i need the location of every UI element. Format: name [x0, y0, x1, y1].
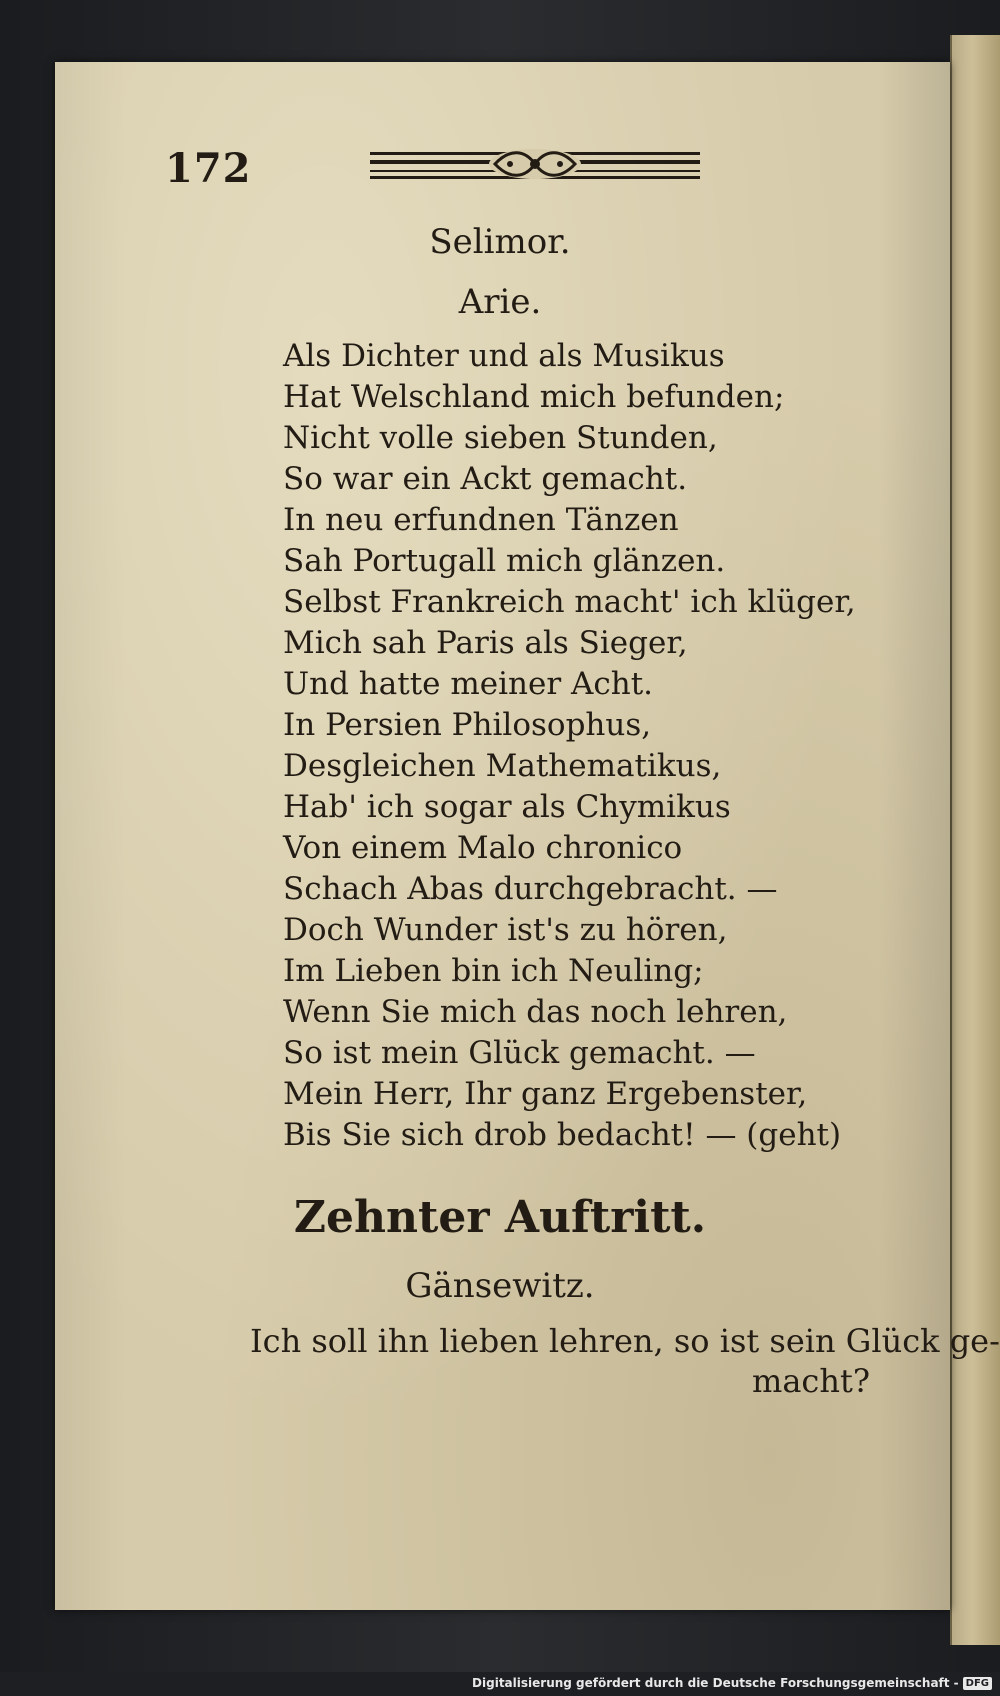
verse-line: Nicht volle sieben Stunden,: [283, 420, 718, 456]
verse-line: Desgleichen Mathematikus,: [283, 748, 722, 784]
verse-line: Hat Welschland mich befunden;: [283, 379, 785, 415]
scene-heading: Zehnter Auftritt.: [293, 1192, 707, 1243]
decorative-rule-ornament: [370, 146, 700, 182]
verse-line: Und hatte meiner Acht.: [283, 666, 654, 702]
aria-subtitle: Arie.: [458, 282, 542, 322]
prose-line: Ich soll ihn lieben lehren, so ist sein Glück ge-: [250, 1322, 1000, 1360]
verse-line: Mein Herr, Ihr ganz Ergebenster,: [283, 1076, 808, 1112]
verse-line: So war ein Ackt gemacht.: [283, 461, 688, 497]
verse-line: Als Dichter und als Musikus: [283, 338, 725, 374]
dfg-logo-icon: DFG: [963, 1677, 992, 1690]
verse-line: Von einem Malo chronico: [283, 830, 683, 866]
credit-text: Digitalisierung gefördert durch die Deutsche Forschungsgemeinschaft -: [472, 1676, 959, 1690]
verse-line: Selbst Frankreich macht' ich klüger,: [283, 584, 856, 620]
verse-line: Doch Wunder ist's zu hören,: [283, 912, 728, 948]
verse-line: Hab' ich sogar als Chymikus: [283, 789, 731, 825]
verse-line: So ist mein Glück gemacht. —: [283, 1035, 756, 1071]
page-number: 172: [165, 145, 252, 192]
digitization-credit: [472, 1676, 992, 1690]
verse-line: In Persien Philosophus,: [283, 707, 652, 743]
speaker-name-gaensewitz: Gänsewitz.: [405, 1266, 595, 1306]
verse-line: Bis Sie sich drob bedacht! — (geht): [283, 1117, 842, 1153]
verse-line: Mich sah Paris als Sieger,: [283, 625, 688, 661]
prose-line-continuation: macht?: [752, 1362, 870, 1400]
verse-line: Schach Abas durchgebracht. —: [283, 871, 778, 907]
verse-line: Sah Portugall mich glänzen.: [283, 543, 726, 579]
verse-line: In neu erfundnen Tänzen: [283, 502, 679, 538]
verse-line: Wenn Sie mich das noch lehren,: [283, 994, 788, 1030]
aria-verses: [283, 336, 856, 1156]
adjacent-page-edge: [950, 35, 1000, 1645]
speaker-name-selimor: Selimor.: [429, 222, 571, 262]
verse-line: Im Lieben bin ich Neuling;: [283, 953, 704, 989]
